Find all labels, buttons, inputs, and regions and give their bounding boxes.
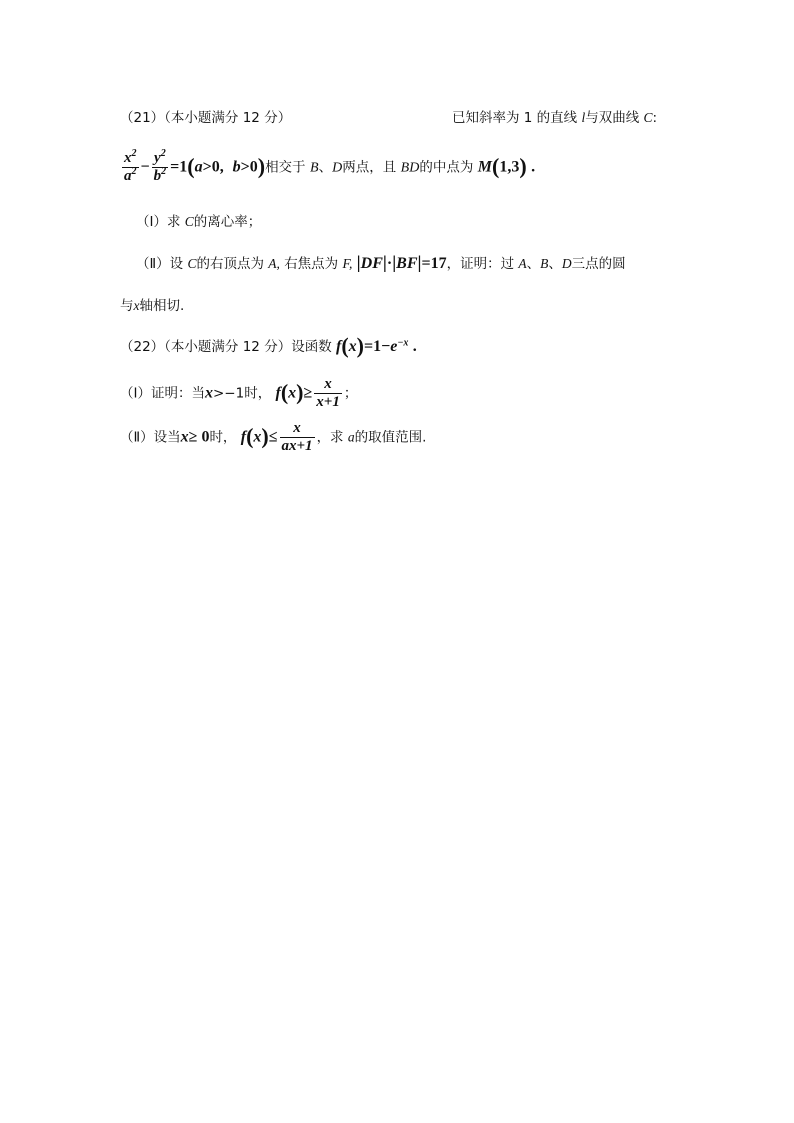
q22-part2-a: a <box>347 429 355 445</box>
q21-part2-x: x <box>133 298 140 313</box>
q22-part2-open-paren: ( <box>246 423 254 449</box>
q22-part2-f: f <box>240 428 247 446</box>
cond-gt0a: >0, <box>202 158 224 176</box>
q21-part1-rest: 的离心率； <box>193 214 262 230</box>
q22-period: . <box>412 338 417 355</box>
q21-part2-C: C <box>187 256 197 271</box>
q22-part2-fx: x <box>253 428 262 446</box>
q22-part1-x: x <box>204 384 213 402</box>
q21-intro-C: C <box>643 110 653 125</box>
q22-e: e <box>390 338 398 355</box>
minus-sign: − <box>140 158 150 176</box>
q21-part2-sep2: 、 <box>548 256 562 272</box>
q22-part1-f: f <box>275 384 281 402</box>
q22-part1-cond: >−1时， <box>212 385 272 402</box>
open-paren: ( <box>187 153 195 179</box>
q22-part1-frac-num: x <box>314 376 342 394</box>
q22-part1-open-paren: ( <box>280 379 289 405</box>
q21-part2-f: 轴相切. <box>139 298 185 314</box>
q21-part2-b: 右焦点为 <box>284 256 339 272</box>
abs-bar-2: | <box>382 252 387 272</box>
seg-BD: BD <box>400 160 420 176</box>
q22-x: x <box>348 338 357 355</box>
meet-text: 相交于 <box>265 159 306 176</box>
abs-DF: DF <box>360 255 383 272</box>
q22-part2-time: 时， <box>209 429 237 446</box>
q21-part2-F: F, <box>342 256 353 271</box>
q21-intro-l: l <box>581 110 586 125</box>
q22-part1-fx: x <box>288 384 297 402</box>
q21-intro-colon: : <box>652 110 658 126</box>
q21-part2-A2: A <box>518 256 527 271</box>
m-close-paren: ) <box>519 153 527 179</box>
q22-part2-label: （Ⅱ）设当 <box>120 429 181 446</box>
q21-part1-C: C <box>184 214 194 229</box>
q21-part2-sep1: 、 <box>526 256 541 272</box>
pt-D: D <box>332 160 343 176</box>
two-points-text: 两点，且 <box>342 159 397 176</box>
q22-part1-frac <box>314 376 342 411</box>
q21-part2-B2: B <box>540 256 549 271</box>
q21-intro-line <box>452 108 657 128</box>
cond-gt0b: >0 <box>240 158 258 176</box>
period-1: . <box>531 158 536 176</box>
q22-header-line <box>120 333 417 358</box>
q22-f: f <box>336 338 342 355</box>
q21-hyperbola-line <box>120 150 535 185</box>
q21-part1-label: （Ⅰ）求 <box>136 214 181 230</box>
q22-open-paren: ( <box>341 333 349 358</box>
q22-part2 <box>120 420 426 455</box>
q21-part2-cont <box>120 296 184 316</box>
frac-x2-a2 <box>122 150 139 185</box>
q22-part2-x: x <box>180 428 189 446</box>
frac2-den-exp: 2 <box>161 166 167 177</box>
close-paren: ) <box>257 153 266 179</box>
q22-part1-close-paren: ) <box>296 379 304 405</box>
cond-a: a <box>194 158 203 176</box>
frac-y2-b2 <box>152 150 169 185</box>
q22-part2-cond: ≥ 0 <box>188 428 210 446</box>
q21-part2-D2: D <box>561 256 572 271</box>
q22-part1-frac-den: x+1 <box>316 394 340 410</box>
q21-intro-rest: 与双曲线 <box>585 110 640 126</box>
q22-header: （22）（本小题满分 12 分）设函数 <box>120 339 332 355</box>
q21-intro: 已知斜率为 1 的直线 <box>452 110 578 126</box>
abs-BF: BF <box>396 255 418 272</box>
sep-1: 、 <box>318 159 333 176</box>
q21-part2-c: ，证明：过 <box>446 256 515 272</box>
dot-product: · <box>386 255 393 272</box>
frac1-num: x <box>124 150 132 166</box>
q22-exp: −x <box>397 337 409 349</box>
cond-b: b <box>232 158 241 176</box>
q21-part2-d: 三点的圆 <box>571 256 626 272</box>
q22-part2-frac-den: ax+1 <box>281 438 313 454</box>
point-M: M <box>477 158 493 176</box>
abs-bar-3: | <box>392 252 397 272</box>
q21-part2-a: 的右顶点为 <box>196 256 264 272</box>
abs-bar-1: | <box>356 252 361 272</box>
q22-part2-end2: 的取值范围. <box>354 429 427 446</box>
q21-part2-label: （Ⅱ）设 <box>136 256 184 272</box>
m-open-paren: ( <box>492 153 500 179</box>
frac2-num: y <box>154 150 161 166</box>
q22-part2-frac <box>280 420 315 455</box>
frac1-num-exp: 2 <box>131 148 137 159</box>
q21-header: （21）（本小题满分 12 分） <box>120 110 292 126</box>
M-coords: 1,3 <box>499 158 520 176</box>
q21-part2-A: A, <box>268 256 280 271</box>
frac1-den: a <box>124 168 132 184</box>
q21-part1 <box>136 212 261 232</box>
frac1-den-exp: 2 <box>131 166 137 177</box>
q22-close-paren: ) <box>356 333 364 358</box>
q22-part1-ge: ≥ <box>303 384 313 402</box>
q21-part2 <box>136 252 626 274</box>
q22-part2-end: ，求 <box>316 429 344 446</box>
abs-bar-4: | <box>417 252 422 272</box>
q22-part2-le: ≤ <box>268 428 278 446</box>
q21-part2-e: 与 <box>120 298 134 314</box>
equals-one: =1 <box>170 158 188 176</box>
frac2-num-exp: 2 <box>160 148 166 159</box>
pt-B: B <box>310 160 319 176</box>
q22-part1-end: ； <box>343 385 358 402</box>
mid-text: 的中点为 <box>419 159 474 176</box>
q22-part2-frac-num: x <box>280 420 315 438</box>
q22-part1 <box>120 376 357 411</box>
eq-17: =17 <box>421 255 447 272</box>
q21-header-line <box>120 108 291 128</box>
q22-part1-label: （Ⅰ）证明：当 <box>120 385 205 402</box>
frac2-den: b <box>153 168 162 184</box>
q22-def-rest: =1− <box>363 338 391 355</box>
q22-part2-close-paren: ) <box>261 423 269 449</box>
